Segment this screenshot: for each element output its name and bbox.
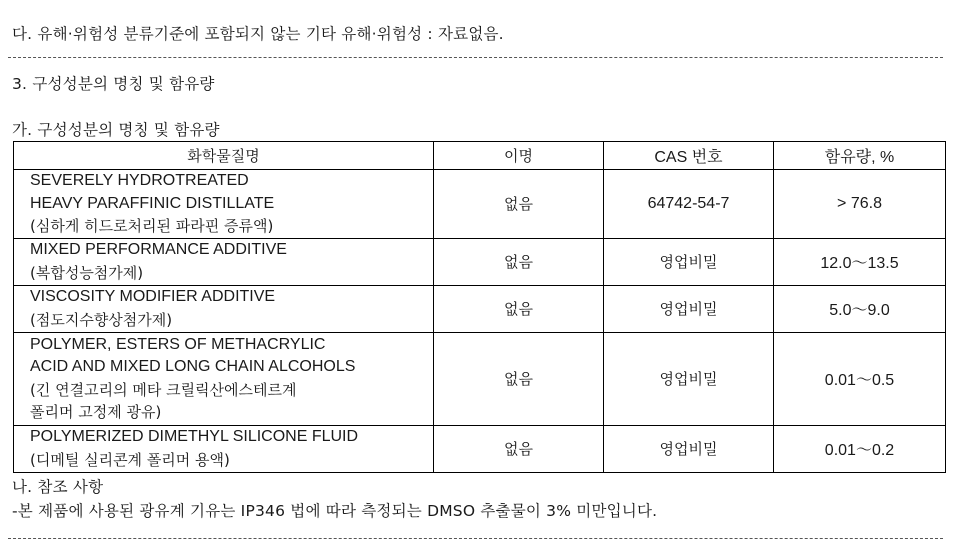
content-cell: 12.0～13.5 [774,238,946,285]
content-cell: 0.01～0.2 [774,425,946,472]
header-content: 함유량, % [774,142,946,170]
chemical-name-line: POLYMER, ESTERS OF METHACRYLIC [30,335,326,353]
chemical-name-line: VISCOSITY MODIFIER ADDITIVE [30,288,276,305]
chemical-name-korean: (점도지수향상첨가제) [30,310,173,329]
cas-cell: 영업비밀 [604,285,774,332]
chemical-name-cell [14,170,434,239]
content-cell: 0.01～0.5 [774,332,946,425]
alias-cell: 없음 [434,332,604,425]
table-header-row [14,142,946,170]
hazard-note-line: 다. 유해·위험성 분류기준에 포함되지 않는 기타 유해·위험성 : 자료없음. [12,25,504,43]
chemical-name-line: HEAVY PARAFFINIC DISTILLATE [30,194,275,212]
header-chemical-name: 화학물질명 [14,142,434,170]
chemical-name-korean: (긴 연결고리의 메타 크릴릭산에스테르계 [30,380,297,399]
section-title: 3. 구성성분의 명칭 및 함유량 [12,75,215,93]
content-cell: > 76.8 [774,170,946,239]
table-row [14,170,946,239]
chemical-name-line: SEVERELY HYDROTREATED [30,172,249,189]
content-cell: 5.0～9.0 [774,285,946,332]
table-row [14,425,946,472]
chemical-name-cell [14,332,434,425]
alias-cell: 없음 [434,170,604,239]
table-row [14,285,946,332]
chemical-name-korean: 폴리머 고정제 광유) [30,403,162,421]
composition-table [13,141,946,473]
chemical-name-line: ACID AND MIXED LONG CHAIN ALCOHOLS [30,358,356,375]
alias-cell: 없음 [434,238,604,285]
chemical-name-korean: (디메틸 실리콘계 폴리머 용액) [30,450,230,469]
chemical-name-line: MIXED PERFORMANCE ADDITIVE [30,241,287,258]
header-cas-number: CAS 번호 [604,142,774,170]
table-row [14,238,946,285]
alias-cell: 없음 [434,425,604,472]
header-alias: 이명 [434,142,604,170]
chemical-name-line: POLYMERIZED DIMETHYL SILICONE FLUID [30,428,359,445]
chemical-name-cell [14,285,434,332]
divider-bottom [8,538,943,539]
table-row [14,332,946,425]
subsection-title-a: 가. 구성성분의 명칭 및 함유량 [12,121,220,139]
divider-top [8,57,943,58]
cas-cell: 64742-54-7 [604,170,774,239]
chemical-name-korean: (심하게 히드로처리된 파라핀 증류액) [30,217,274,235]
reference-note: -본 제품에 사용된 광유계 기유는 IP346 법에 따라 측정되는 DMSO 추출물이 3% 미만입니다. [12,502,658,520]
cas-cell: 영업비밀 [604,332,774,425]
chemical-name-korean: (복합성능첨가제) [30,263,144,282]
cas-cell: 영업비밀 [604,238,774,285]
chemical-name-cell [14,238,434,285]
cas-cell: 영업비밀 [604,425,774,472]
chemical-name-cell [14,425,434,472]
alias-cell: 없음 [434,285,604,332]
subsection-title-b: 나. 참조 사항 [12,478,104,496]
